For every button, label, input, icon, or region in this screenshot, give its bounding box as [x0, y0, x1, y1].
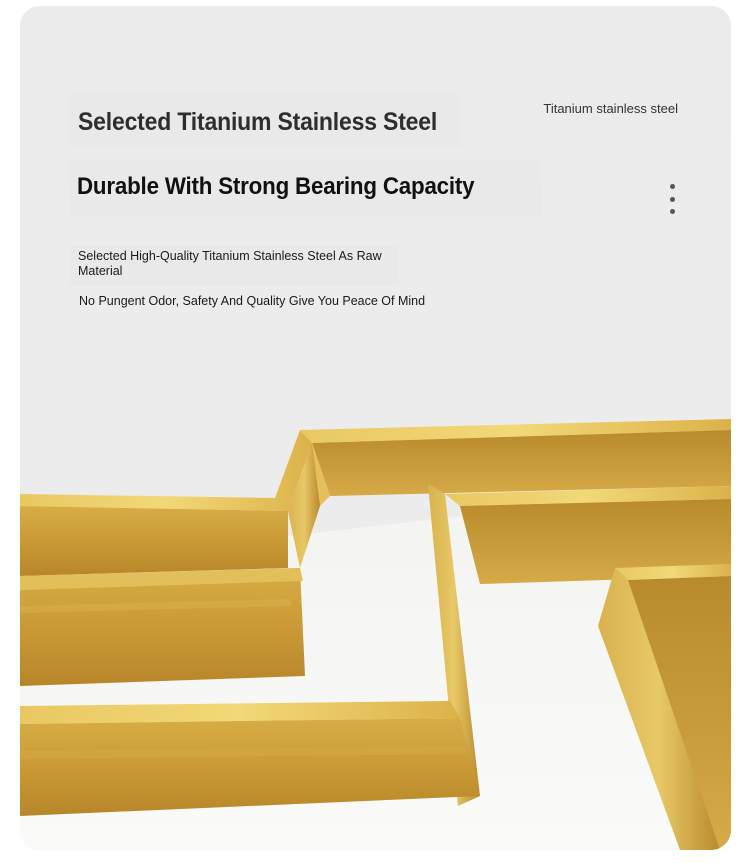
headline-secondary: Durable With Strong Bearing Capacity — [77, 173, 475, 200]
material-label: Titanium stainless steel — [543, 101, 678, 116]
more-vertical-icon[interactable] — [662, 184, 682, 214]
headline-primary: Selected Titanium Stainless Steel — [78, 108, 438, 136]
product-banner-card — [20, 6, 731, 850]
menu-dot — [670, 209, 675, 214]
menu-dot — [670, 184, 675, 189]
description-line-1: Selected High-Quality Titanium Stainless Steel As Raw Material — [78, 249, 382, 278]
menu-dot — [670, 197, 675, 202]
description-line-2: No Pungent Odor, Safety And Quality Give You Peace Of Mind — [79, 294, 426, 308]
